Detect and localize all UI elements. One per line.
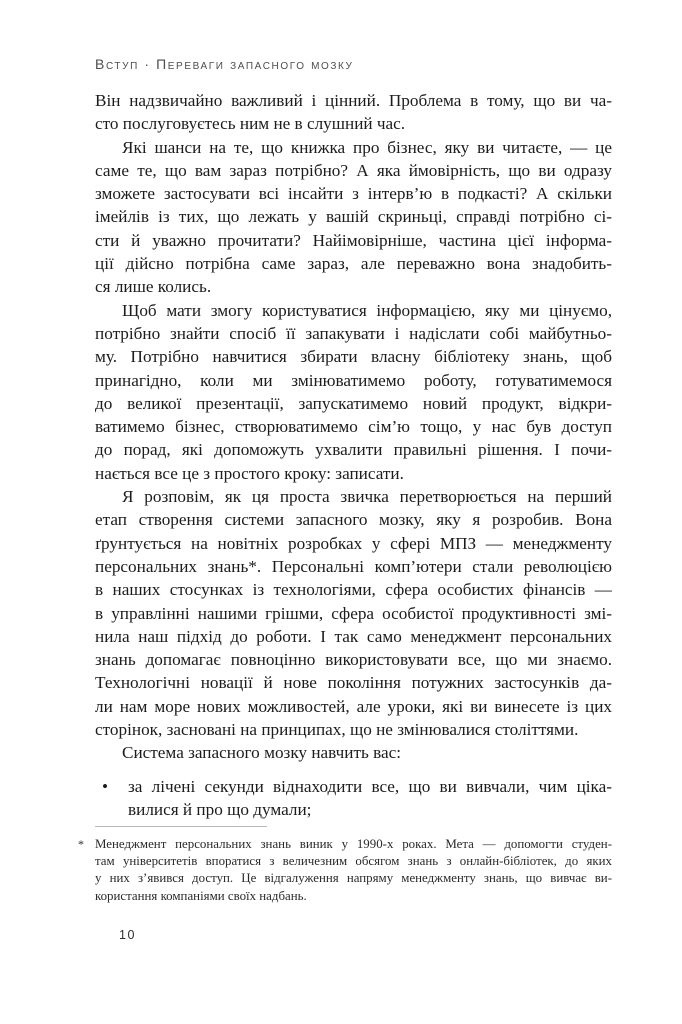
paragraphs [95,89,612,765]
footnote-divider [95,826,267,827]
text-line: імейлів із тих, що лежать у вашій скриньці, справді потрібно сі- [95,207,612,227]
paragraph [95,299,612,485]
text-line: ватимемо бізнес, створюватимемо сім’ю тощо, у нас був доступ [95,417,612,437]
text-line: потрібно знайти спосіб її запакувати і надіслати собі майбутньо- [95,323,612,343]
text-line: сто послуговуєтесь ним не в слушний час. [95,114,406,134]
text-line: ся лише колись. [95,277,212,297]
text-line: Технологічні новації й нове покоління потужних застосунків да- [95,673,612,693]
page-number: 10 [119,928,136,942]
text-line: за лічені секунди віднаходити все, що ви вивчали, чим ціка- [128,776,612,796]
text-line: саме те, що вам зараз потрібно? А яка ймовірність, що ви одразу [95,160,612,180]
footnote-marker: * [78,837,84,851]
paragraph [95,136,612,299]
text-line: в управлінні нашими грішми, сфера особистої продуктивності змі- [95,603,612,623]
text-line: принагідно, коли ми змінюватимемо роботу, готуватимемося [95,370,612,390]
text-line: Він надзвичайно важливий і цінний. Проблема в тому, що ви ча- [95,91,612,110]
text-line: ції дійсно потрібна саме зараз, але переважно вона знадобить- [95,254,612,274]
paragraph [95,741,612,764]
text-line: там університетів впоратися з величезним обсягом знань з онлайн-бібліотек, до яких [95,854,612,869]
paragraph [95,89,612,136]
text-line: Щоб мати змогу користуватися інформацією, яку ми цінуємо, [122,300,612,320]
text-line: в наших стосунках із технологіями, сфера особистих фінансів — [95,580,612,600]
footnote-body [78,836,612,905]
text-line: нається все це з простого кроку: записати. [95,463,404,483]
text-line: му. Потрібно навчитися збирати власну бібліотеку знань, щоб [95,347,612,367]
bullet-list [95,775,612,822]
bullet-item [95,775,612,822]
text-line: до великої презентації, запускатимемо новий продукт, відкри- [95,393,612,413]
text-line: етап створення системи запасного мозку, яку я розробив. Вона [95,510,612,530]
text-line: нила наш підхід до роботи. І так само менеджмент персональних [95,626,612,646]
text-line: ґрунтується на новітніх розробках у сфері МПЗ — менеджменту [95,533,612,553]
text-line: знань допомагає повноцінно використовувати все, що ми знаємо. [95,650,612,670]
body-text [95,89,612,821]
text-line: сторінок, засновані на принципах, що не змінювалися століттями. [95,720,579,740]
chapter-header: Вступ · Переваги запасного мозку [95,56,354,72]
footnote-text [95,836,612,905]
text-line: персональних знань*. Персональні комп’ютери стали революцією [95,556,612,576]
footnote [78,826,612,905]
text-line: Менеджмент персональних знань виник у 1990-х роках. Мета — допомогти студен- [95,837,612,851]
text-line: вилися й про що думали; [128,799,312,819]
text-line: зможете застосувати всі інсайти з інтерв’ю в подкасті? А скільки [95,184,612,204]
text-line: користання компаніями своїх надбань. [95,888,307,903]
text-line: Які шанси на те, що книжка про бізнес, яку ви читаєте, — це [122,137,612,157]
bullet-marker: • [102,776,109,796]
text-line: Система запасного мозку навчить вас: [122,743,402,763]
text-line: до порад, які допоможуть ухвалити правильні рішення. І почи- [95,440,612,460]
text-line: ли нам море нових можливостей, але уроки, які ви винесете із цих [95,696,612,716]
text-line: Я розповім, як ця проста звичка перетворюється на перший [122,487,612,507]
text-line: сти й уважно прочитати? Найімовірніше, частина цієї інформа- [95,230,612,250]
paragraph [95,485,612,741]
text-line: у них з’явився доступ. Це відгалуження напряму менеджменту знань, що вивчає ви- [95,871,612,886]
